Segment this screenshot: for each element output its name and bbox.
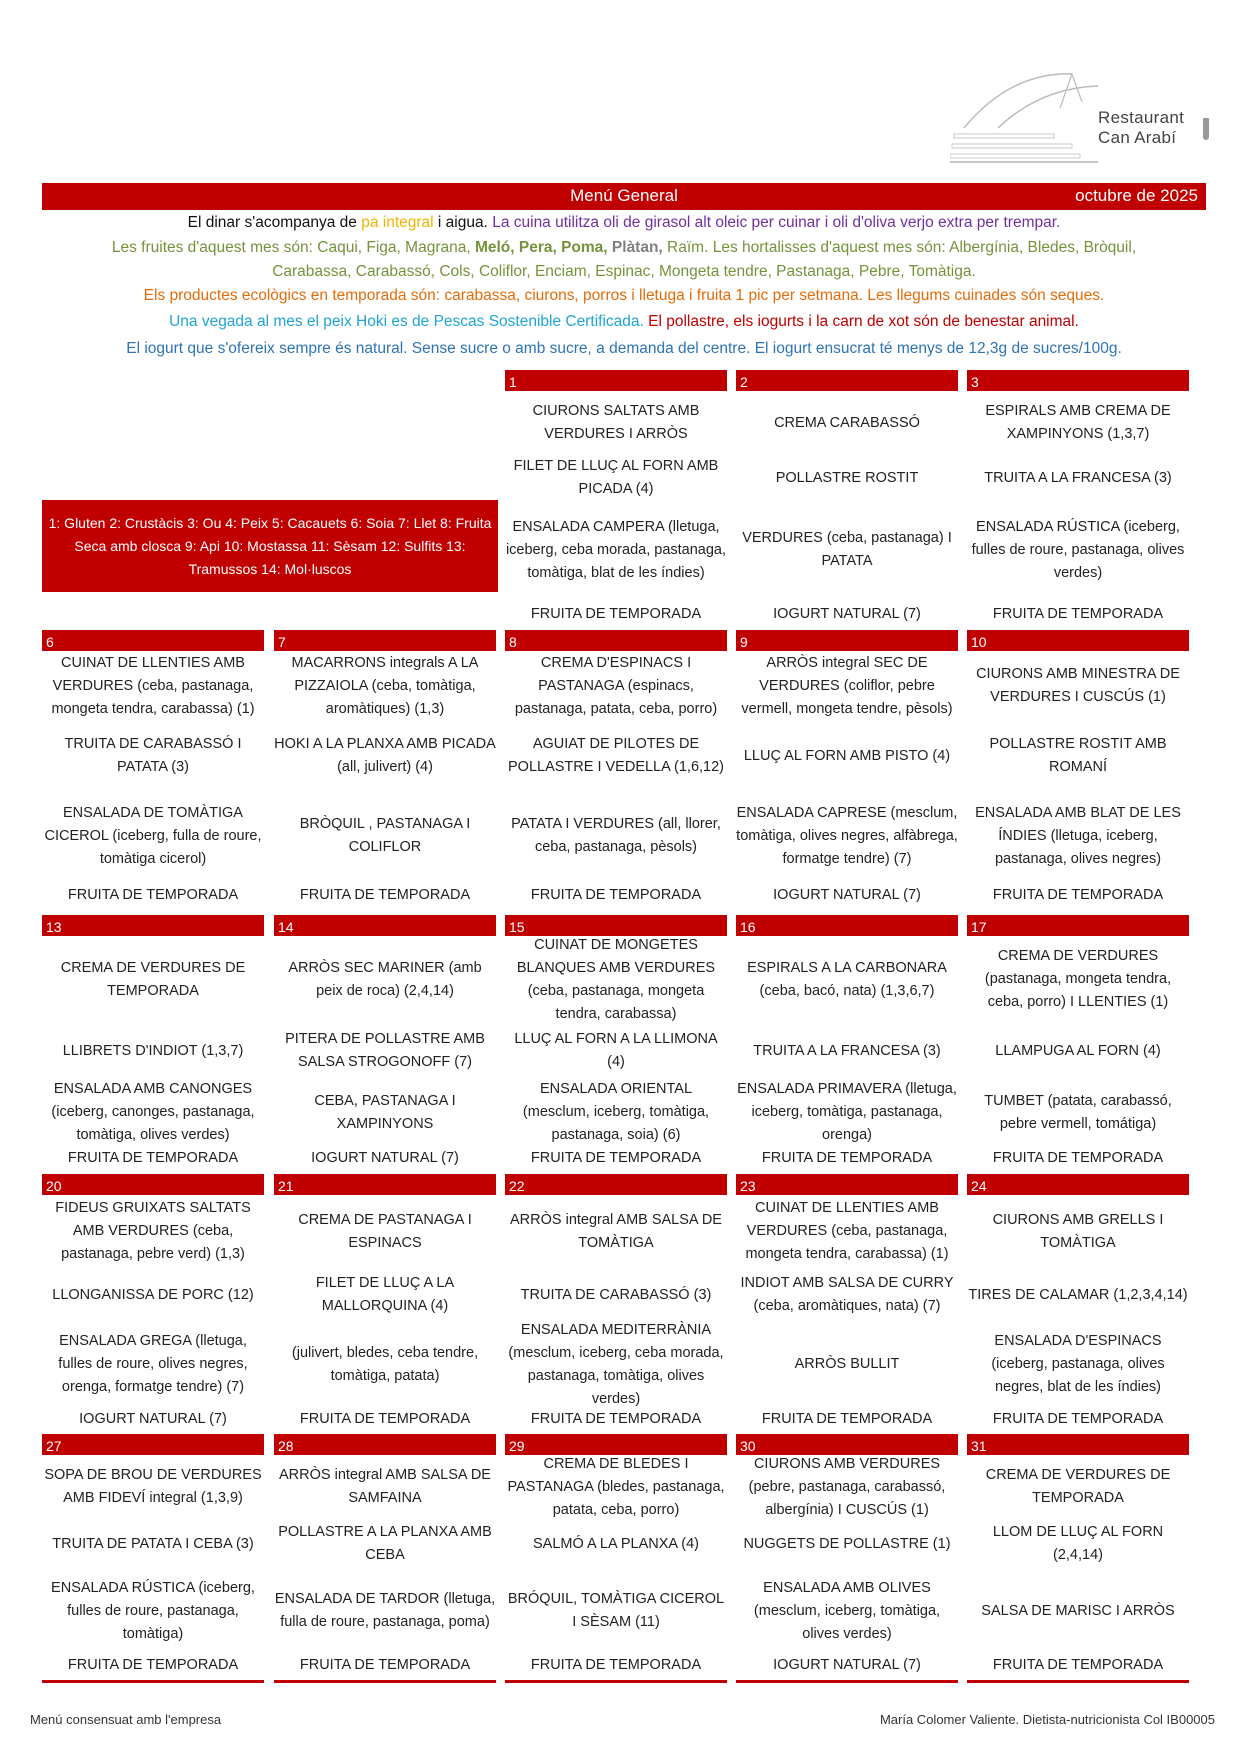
first-course: CREMA D'ESPINACS I PASTANAGA (espinacs, pastanaga, patata, ceba, porro) <box>514 654 718 717</box>
second-course: SALMÓ A LA PLANXA (4) <box>532 1535 700 1552</box>
first-course: MACARRONS integrals A LA PIZZAIOLA (ceba, tomàtiga, aromàtiques) (1,3) <box>291 654 479 717</box>
second-course: LLUÇ AL FORN AMB PISTO (4) <box>743 747 951 764</box>
dessert: FRUITA DE TEMPORADA <box>530 1150 702 1166</box>
second-course: FILET DE LLUÇ AL FORN AMB PICADA (4) <box>513 458 719 497</box>
info-line-5 <box>42 310 1206 334</box>
day-header: 31 <box>967 1434 1189 1455</box>
second-course: TIRES DE CALAMAR (1,2,3,4,14) <box>968 1286 1188 1303</box>
day-header: 1 <box>505 370 727 391</box>
info-line-6 <box>42 337 1206 361</box>
side-dish: SALSA DE MARISC I ARRÒS <box>981 1602 1175 1619</box>
info-line-3 <box>42 260 1206 284</box>
second-course: NUGGETS DE POLLASTRE (1) <box>743 1535 951 1552</box>
dessert: FRUITA DE TEMPORADA <box>992 1656 1164 1673</box>
side-dish: TUMBET (patata, carabassó, pebre vermell, tomátiga) <box>984 1092 1172 1132</box>
dessert: FRUITA DE TEMPORADA <box>992 1150 1164 1166</box>
day-header: 9 <box>736 630 958 651</box>
dessert: FRUITA DE TEMPORADA <box>299 886 471 903</box>
side-dish: ENSALADA ORIENTAL (mesclum, iceberg, tomàtiga, pastanaga, soia) (6) <box>522 1081 710 1143</box>
day-header: 17 <box>967 915 1189 936</box>
side-dish: ENSALADA CAPRESE (mesclum, tomàtiga, olives negres, alfàbrega, formatge tendre) (7) <box>736 804 958 867</box>
first-course: FIDEUS GRUIXATS SALTATS AMB VERDURES (ceba, pastanaga, pebre verd) (1,3) <box>55 1200 251 1262</box>
dessert: FRUITA DE TEMPORADA <box>299 1656 471 1673</box>
info-line-4 <box>42 284 1206 308</box>
side-dish: PATATA I VERDURES (all, llorer, ceba, pastanaga, pèsols) <box>511 816 721 855</box>
dessert: IOGURT NATURAL (7) <box>79 1410 227 1427</box>
info-segment: Raïm. Les hortalisses d'aquest mes són: Albergínia, Bledes, Bròquil, <box>662 239 1137 256</box>
day-header: 6 <box>42 630 264 651</box>
second-course: AGUIAT DE PILOTES DE POLLASTRE I VEDELLA (1,6,12) <box>508 736 724 775</box>
info-segment: Meló, Pera, Poma, <box>474 239 612 256</box>
side-dish: ENSALADA D'ESPINACS (iceberg, pastanaga, olives negres, blat de les índies) <box>991 1333 1165 1395</box>
logo-text <box>1098 108 1184 148</box>
dessert: IOGURT NATURAL (7) <box>773 605 921 622</box>
second-course: POLLASTRE A LA PLANXA AMB CEBA <box>278 1524 492 1563</box>
second-course: LLAMPUGA AL FORN (4) <box>995 1042 1161 1059</box>
side-dish: ARRÒS BULLIT <box>794 1356 900 1372</box>
day-header: 28 <box>274 1434 496 1455</box>
page-title: Menú General <box>570 186 678 205</box>
second-course: FILET DE LLUÇ A LA MALLORQUINA (4) <box>315 1275 455 1314</box>
second-course: TRUITA DE CARABASSÓ (3) <box>520 1286 712 1303</box>
side-dish: VERDURES (ceba, pastanaga) I PATATA <box>742 530 952 569</box>
second-course: TRUITA A LA FRANCESA (3) <box>753 1042 941 1059</box>
day-header: 8 <box>505 630 727 651</box>
side-dish: CEBA, PASTANAGA I XAMPINYONS <box>314 1092 456 1132</box>
bottom-rule <box>505 1680 727 1683</box>
side-dish: ENSALADA RÚSTICA (iceberg, fulles de roure, pastanaga, tomàtiga) <box>51 1579 255 1642</box>
dessert: FRUITA DE TEMPORADA <box>992 605 1164 622</box>
second-course: LLONGANISSA DE PORC (12) <box>52 1286 254 1303</box>
info-segment: El pollastre, els iogurts i la carn de xot són de benestar animal. <box>648 313 1079 330</box>
dessert: IOGURT NATURAL (7) <box>773 1656 921 1673</box>
bottom-rule <box>274 1680 496 1683</box>
side-dish: ENSALADA AMB CANONGES (iceberg, canonges, pastanaga, tomàtiga, olives verdes) <box>51 1081 255 1143</box>
side-dish: ENSALADA CAMPERA (lletuga, iceberg, ceba morada, pastanaga, tomàtiga, blat de les índies) <box>505 518 727 581</box>
logo-arc-icon <box>950 72 1100 164</box>
dessert: FRUITA DE TEMPORADA <box>761 1410 933 1427</box>
logo-line-1: Restaurant <box>1098 108 1185 127</box>
first-course: SOPA DE BROU DE VERDURES AMB FIDEVÍ integral (1,3,9) <box>44 1467 262 1506</box>
side-dish: ENSALADA DE TARDOR (lletuga, fulla de roure, pastanaga, poma) <box>274 1591 496 1630</box>
second-course: TRUITA A LA FRANCESA (3) <box>984 469 1172 486</box>
month-label: octubre de 2025 <box>1075 186 1198 205</box>
info-segment: El dinar s'acompanya de <box>187 214 362 231</box>
first-course: ARRÒS SEC MARINER (amb peix de roca) (2,4,14) <box>288 959 482 999</box>
dessert: FRUITA DE TEMPORADA <box>530 1656 702 1673</box>
day-header: 15 <box>505 915 727 936</box>
first-course: CIURONS AMB VERDURES (pebre, pastanaga, carabassó, albergínia) I CUSCÚS (1) <box>748 1455 946 1518</box>
info-segment: Carabassa, Carabassó, Cols, Coliflor, Enciam, Espinac, Mongeta tendre, Pastanaga, Pebre, Tomàtiga. <box>272 263 976 280</box>
day-header: 30 <box>736 1434 958 1455</box>
second-course: HOKI A LA PLANXA AMB PICADA (all, julivert) (4) <box>274 736 496 775</box>
fork-icon <box>1203 118 1209 140</box>
side-dish: ENSALADA DE TOMÀTIGA CICEROL (iceberg, fulla de roure, tomàtiga cicerol) <box>44 804 262 867</box>
side-dish: (julivert, bledes, ceba tendre, tomàtiga, patata) <box>291 1344 479 1384</box>
logo-line-2: Can Arabí <box>1098 128 1177 147</box>
dessert: FRUITA DE TEMPORADA <box>67 886 239 903</box>
info-segment: Plàtan, <box>611 239 663 256</box>
info-segment: El iogurt que s'ofereix sempre és natural. Sense sucre o amb sucre, a demanda del centre. El iogurt ensucrat té menys de 12,3g de sucres/100g. <box>126 340 1122 357</box>
restaurant-logo <box>950 72 1220 164</box>
first-course: CREMA DE VERDURES (pastanaga, mongeta tendra, ceba, porro) I LLENTIES (1) <box>984 948 1172 1010</box>
second-course: INDIOT AMB SALSA DE CURRY (ceba, aromàtiques, nata) (7) <box>740 1275 954 1314</box>
side-dish: ENSALADA RÚSTICA (iceberg, fulles de roure, pastanaga, olives verdes) <box>971 518 1185 581</box>
first-course: ESPIRALS AMB CREMA DE XAMPINYONS (1,3,7) <box>985 403 1171 442</box>
second-course: LLUÇ AL FORN A LA LLIMONA (4) <box>514 1031 718 1070</box>
day-header: 29 <box>505 1434 727 1455</box>
first-course: CUINAT DE LLENTIES AMB VERDURES (ceba, pastanaga, mongeta tendra, carabassa) (1) <box>745 1200 949 1262</box>
day-header: 14 <box>274 915 496 936</box>
allergen-legend: 1: Gluten 2: Crustàcis 3: Ou 4: Peix 5: Cacauets 6: Soia 7: Llet 8: Fruita Seca amb closca 9: Api 10: Mostassa 11: Sèsam 12: Sulfits 13: Tramussos 14: Mol·luscos <box>42 500 498 592</box>
second-course: TRUITA DE PATATA I CEBA (3) <box>52 1535 254 1552</box>
first-course: CREMA DE PASTANAGA I ESPINACS <box>298 1211 472 1251</box>
first-course: CREMA DE VERDURES DE TEMPORADA <box>60 959 246 999</box>
info-segment: Una vegada al mes el peix Hoki es de Pescas Sostenible Certificada. <box>169 313 649 330</box>
day-header: 20 <box>42 1174 264 1195</box>
info-segment: Les fruites d'aquest mes són: Caqui, Figa, Magrana, <box>111 239 475 256</box>
footer-left: Menú consensuat amb l'empresa <box>30 1712 222 1727</box>
first-course: CIURONS AMB GRELLS I TOMÀTIGA <box>992 1211 1164 1251</box>
dessert: IOGURT NATURAL (7) <box>773 886 921 903</box>
side-dish: ENSALADA PRIMAVERA (lletuga, iceberg, tomàtiga, pastanaga, orenga) <box>737 1081 957 1143</box>
dessert: FRUITA DE TEMPORADA <box>530 886 702 903</box>
first-course: ARRÒS integral AMB SALSA DE TOMÀTIGA <box>510 1211 722 1251</box>
bottom-rule <box>967 1680 1189 1683</box>
side-dish: ENSALADA AMB OLIVES (mesclum, iceberg, tomàtiga, olives verdes) <box>753 1579 941 1642</box>
dessert: FRUITA DE TEMPORADA <box>992 886 1164 903</box>
first-course: ESPIRALS A LA CARBONARA (ceba, bacó, nata) (1,3,6,7) <box>747 959 947 999</box>
day-header: 27 <box>42 1434 264 1455</box>
info-line-2 <box>42 236 1206 260</box>
first-course: ARRÒS integral AMB SALSA DE SAMFAINA <box>279 1467 491 1506</box>
dessert: FRUITA DE TEMPORADA <box>530 1410 702 1427</box>
side-dish: ENSALADA AMB BLAT DE LES ÍNDIES (lletuga, iceberg, pastanaga, olives negres) <box>975 804 1181 867</box>
title-bar <box>42 183 1206 210</box>
dessert: IOGURT NATURAL (7) <box>311 1150 459 1166</box>
first-course: ARRÒS integral SEC DE VERDURES (coliflor, pebre vermell, mongeta tendre, pèsols) <box>741 654 953 717</box>
first-course: CUINAT DE LLENTIES AMB VERDURES (ceba, pastanaga, mongeta tendra, carabassa) (1) <box>51 654 255 717</box>
second-course: POLLASTRE ROSTIT <box>775 469 919 486</box>
second-course: LLIBRETS D'INDIOT (1,3,7) <box>62 1042 244 1059</box>
dessert: FRUITA DE TEMPORADA <box>67 1150 239 1166</box>
info-segment: Els productes ecològics en temporada són: carabassa, ciurons, porros i lletuga i fruita 1 pic per setmana. Les llegums cuinades són seques. <box>143 287 1105 304</box>
dessert: FRUITA DE TEMPORADA <box>992 1410 1164 1427</box>
side-dish: BRÓQUIL, TOMÀTIGA CICEROL I SÈSAM (11) <box>507 1591 725 1630</box>
day-header: 10 <box>967 630 1189 651</box>
dessert: FRUITA DE TEMPORADA <box>761 1150 933 1166</box>
info-segment: pa integral <box>361 214 434 231</box>
info-line-1 <box>42 211 1206 235</box>
day-header: 24 <box>967 1174 1189 1195</box>
second-course: LLOM DE LLUÇ AL FORN (2,4,14) <box>992 1524 1164 1563</box>
bottom-rule <box>736 1680 958 1683</box>
dessert: FRUITA DE TEMPORADA <box>299 1410 471 1427</box>
first-course: CIURONS AMB MINESTRA DE VERDURES I CUSCÚS (1) <box>976 666 1180 705</box>
day-header: 16 <box>736 915 958 936</box>
second-course: POLLASTRE ROSTIT AMB ROMANÍ <box>989 736 1167 775</box>
first-course: CIURONS SALTATS AMB VERDURES I ARRÒS <box>532 403 700 442</box>
info-segment: i aigua. <box>433 214 493 231</box>
second-course: PITERA DE POLLASTRE AMB SALSA STROGONOFF (7) <box>285 1031 485 1070</box>
dessert: FRUITA DE TEMPORADA <box>67 1656 239 1673</box>
first-course: CREMA DE VERDURES DE TEMPORADA <box>985 1467 1171 1506</box>
side-dish: BRÒQUIL , PASTANAGA I COLIFLOR <box>299 816 471 855</box>
footer-right: María Colomer Valiente. Dietista-nutricionista Col IB00005 <box>879 1712 1215 1727</box>
info-segment: La cuina utilitza oli de girasol alt oleic per cuinar i oli d'oliva verjo extra per trempar. <box>492 214 1061 231</box>
second-course: TRUITA DE CARABASSÓ I PATATA (3) <box>64 736 242 775</box>
day-header: 22 <box>505 1174 727 1195</box>
day-header: 13 <box>42 915 264 936</box>
day-header: 23 <box>736 1174 958 1195</box>
first-course: CREMA CARABASSÓ <box>774 414 920 431</box>
side-dish: ENSALADA GREGA (lletuga, fulles de roure, olives negres, orenga, formatge tendre) (7) <box>58 1333 248 1395</box>
first-course: CREMA DE BLEDES I PASTANAGA (bledes, pastanaga, patata, ceba, porro) <box>507 1455 725 1518</box>
side-dish: ENSALADA MEDITERRÀNIA (mesclum, iceberg, ceba morada, pastanaga, tomàtiga, olives verdes) <box>508 1321 724 1407</box>
first-course: CUINAT DE MONGETES BLANQUES AMB VERDURES (ceba, pastanaga, mongeta tendra, carabassa) <box>516 936 716 1022</box>
dessert: FRUITA DE TEMPORADA <box>530 605 702 622</box>
day-header: 7 <box>274 630 496 651</box>
day-header: 3 <box>967 370 1189 391</box>
day-header: 21 <box>274 1174 496 1195</box>
bottom-rule <box>42 1680 264 1683</box>
day-header: 2 <box>736 370 958 391</box>
